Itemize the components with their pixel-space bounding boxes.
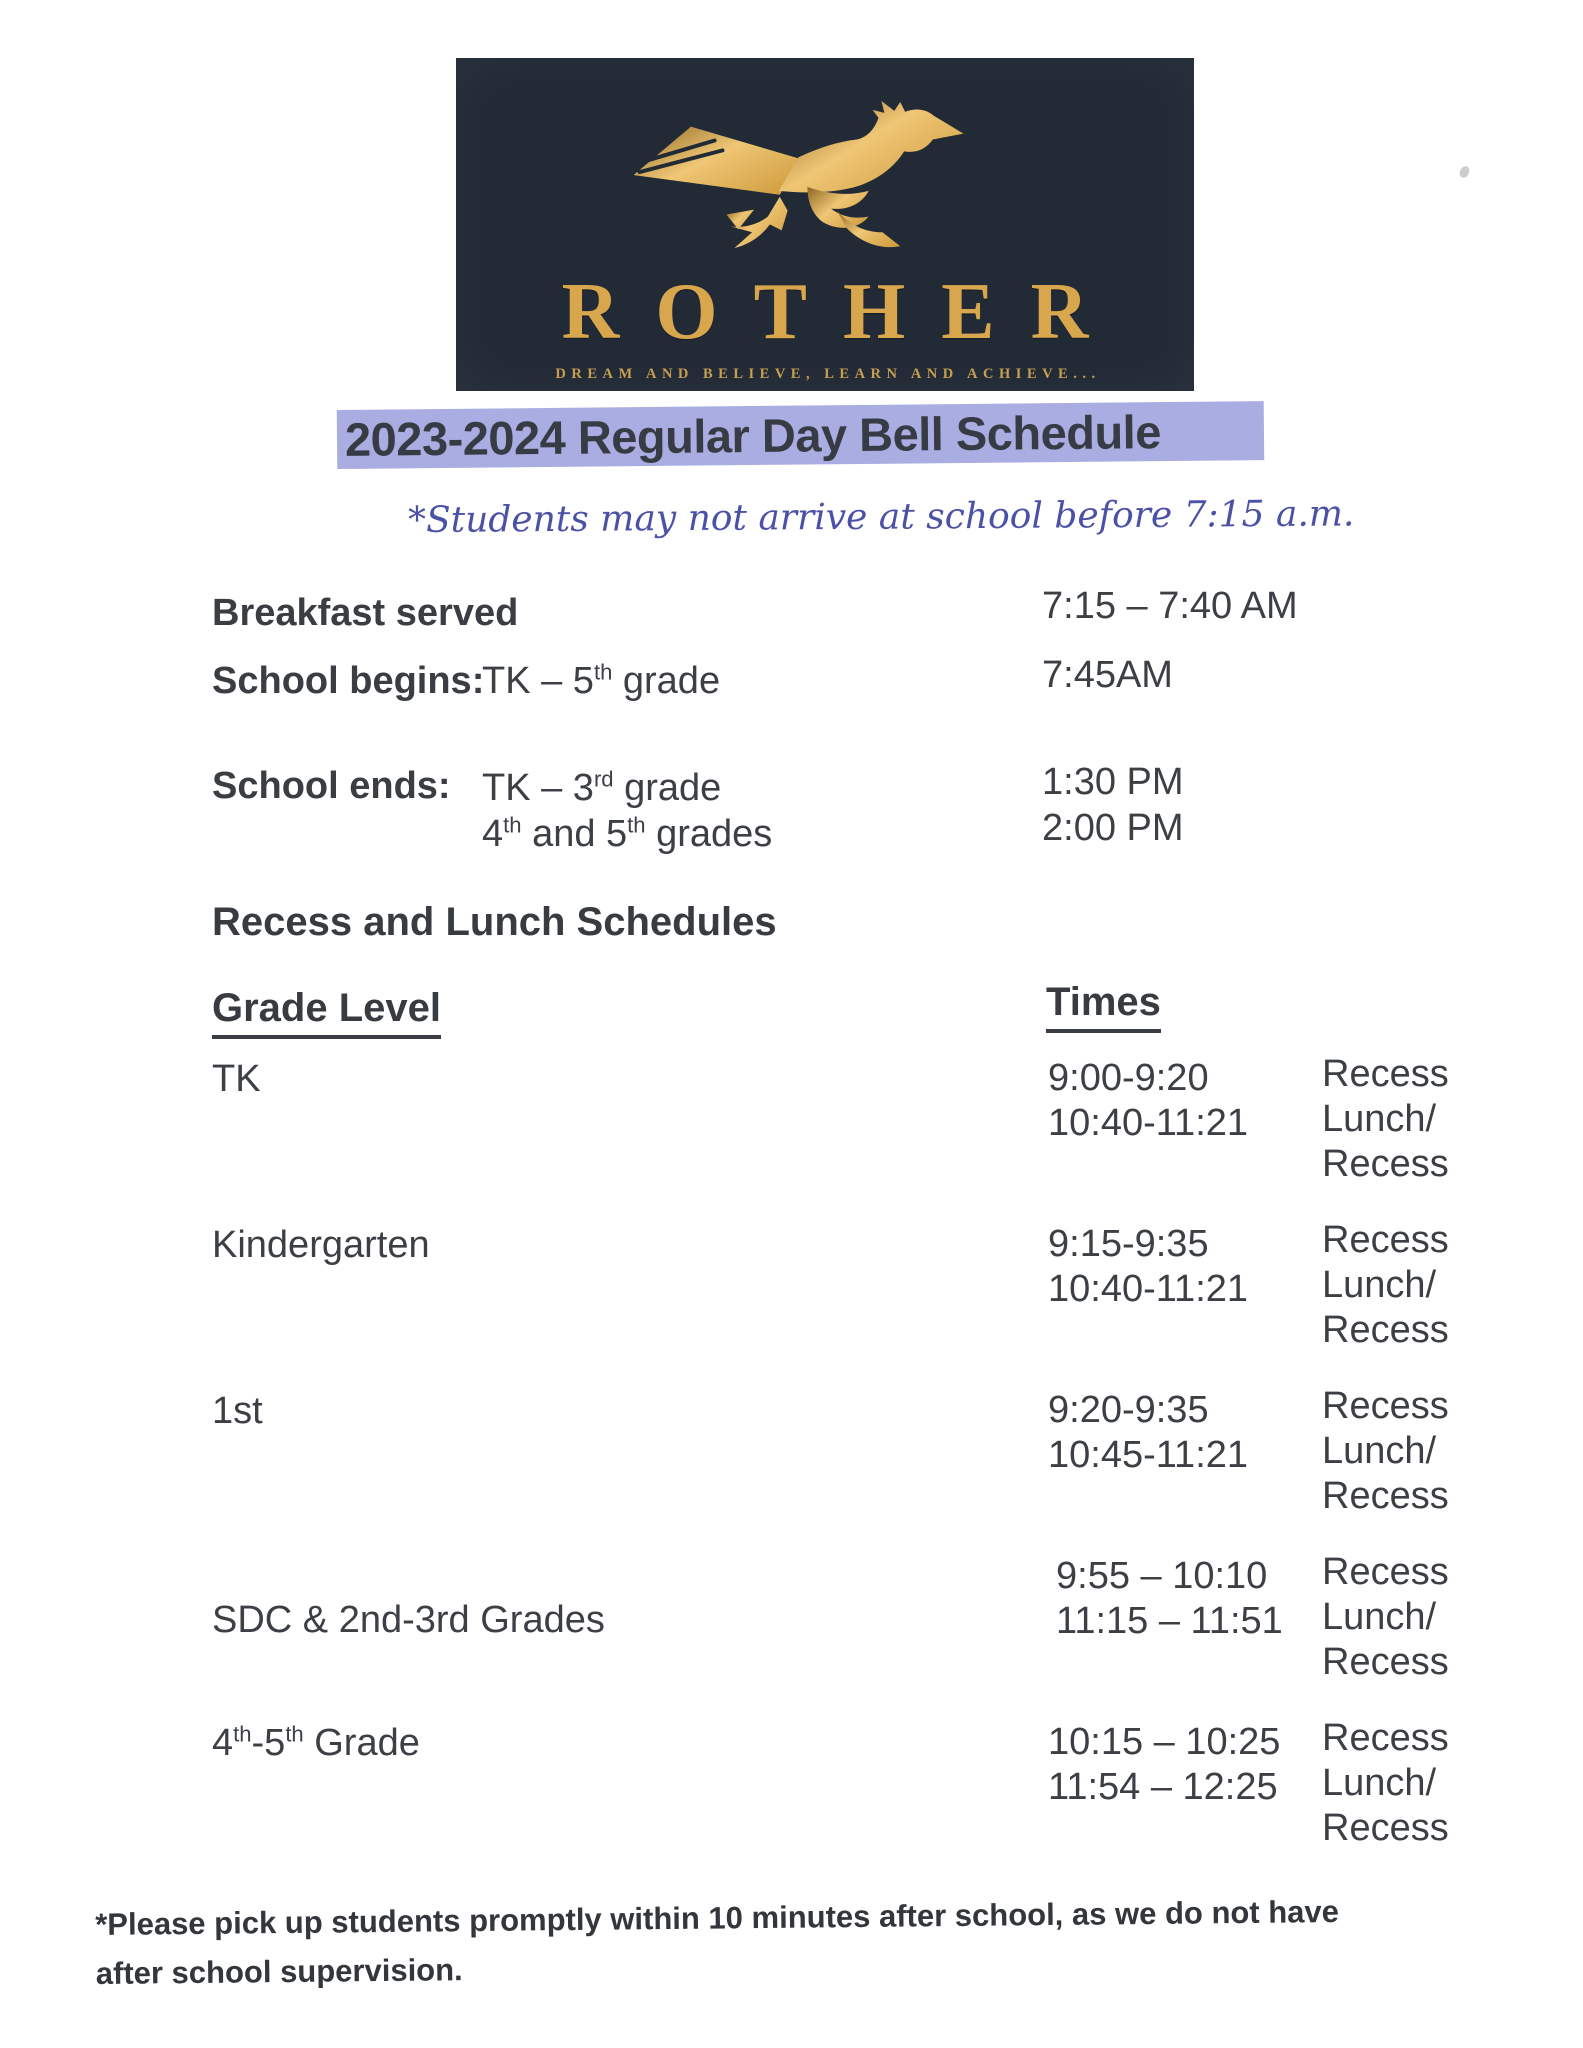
scan-artifact-mark xyxy=(1458,165,1471,180)
time-value: 2:00 PM xyxy=(1042,807,1184,849)
activity-label: Recess xyxy=(1322,1219,1449,1261)
activity-label: Lunch/ xyxy=(1322,1762,1437,1804)
school-ends-line xyxy=(482,765,772,811)
time-value: 9:20-9:35 xyxy=(1048,1389,1209,1431)
table-row-grade: TK xyxy=(212,1058,261,1100)
grade-text: grades xyxy=(645,813,773,855)
recess-lunch-heading: Recess and Lunch Schedules xyxy=(212,900,777,944)
activity-label: Recess xyxy=(1322,1475,1449,1517)
school-ends-label: School ends: xyxy=(212,765,451,807)
activity-label: Recess xyxy=(1322,1551,1449,1593)
breakfast-time: 7:15 – 7:40 AM xyxy=(1042,585,1298,627)
time-value: 9:55 – 10:10 xyxy=(1056,1555,1268,1597)
table-row-grade xyxy=(212,1722,420,1765)
document-title-highlight xyxy=(337,401,1265,469)
table-row-times xyxy=(1048,1056,1248,1146)
grade-text: 4 xyxy=(482,813,504,855)
table-row-times xyxy=(1056,1554,1283,1644)
school-ends-grades xyxy=(482,765,772,857)
time-value: 10:15 – 10:25 xyxy=(1048,1721,1281,1763)
table-row-grade: Kindergarten xyxy=(212,1224,430,1266)
time-value: 9:15-9:35 xyxy=(1048,1223,1209,1265)
grade-level-column-header: Grade Level xyxy=(212,986,441,1039)
activity-label: Recess xyxy=(1322,1717,1449,1759)
grade-text: TK – 5 xyxy=(482,660,594,702)
school-begins-time: 7:45AM xyxy=(1042,654,1173,696)
grade-text: TK – 3 xyxy=(482,767,594,809)
table-row-activities xyxy=(1322,1716,1449,1851)
pickup-note-line: *Please pick up students promptly within 10 minutes after school, as we do not have xyxy=(95,1893,1340,1942)
activity-label: Lunch/ xyxy=(1322,1596,1437,1638)
activity-label: Recess xyxy=(1322,1309,1449,1351)
pickup-note xyxy=(95,1885,1556,1998)
activity-label: Recess xyxy=(1322,1053,1449,1095)
table-row-times xyxy=(1048,1388,1248,1478)
school-ends-line xyxy=(482,811,772,857)
school-begins-grades xyxy=(482,660,720,703)
grade-text: and 5 xyxy=(521,813,628,855)
ordinal-suffix: th xyxy=(627,812,646,838)
grade-text: 4 xyxy=(212,1722,234,1764)
table-row-grade: SDC & 2nd-3rd Grades xyxy=(212,1599,605,1641)
table-row-activities xyxy=(1322,1550,1449,1685)
table-row-times xyxy=(1048,1222,1248,1312)
time-value: 10:45-11:21 xyxy=(1048,1434,1249,1476)
grade-text: -5 xyxy=(251,1722,286,1764)
activity-label: Recess xyxy=(1322,1641,1449,1683)
grade-text: Grade xyxy=(303,1722,420,1764)
time-value: 11:54 – 12:25 xyxy=(1048,1766,1278,1808)
time-value: 10:40-11:21 xyxy=(1048,1268,1249,1310)
school-logo-banner xyxy=(456,58,1194,391)
activity-label: Lunch/ xyxy=(1322,1430,1437,1472)
school-name: ROTHER xyxy=(561,268,1125,356)
grade-text: grade xyxy=(613,767,722,809)
table-row-grade: 1st xyxy=(212,1390,263,1432)
time-value: 1:30 PM xyxy=(1042,761,1184,803)
ordinal-suffix: th xyxy=(233,1721,252,1747)
ordinal-suffix: th xyxy=(593,659,613,685)
table-row-activities xyxy=(1322,1384,1449,1519)
activity-label: Lunch/ xyxy=(1322,1264,1437,1306)
school-ends-times xyxy=(1042,759,1184,851)
activity-label: Lunch/ xyxy=(1322,1098,1437,1140)
activity-label: Recess xyxy=(1322,1385,1449,1427)
pickup-note-line: after school supervision. xyxy=(95,1952,463,1991)
page-title: 2023-2024 Regular Day Bell Schedule xyxy=(344,405,1162,466)
school-tagline: DREAM AND BELIEVE, LEARN AND ACHIEVE... xyxy=(555,366,1101,382)
table-row-times xyxy=(1048,1720,1280,1810)
ordinal-suffix: th xyxy=(285,1721,304,1747)
activity-label: Recess xyxy=(1322,1807,1449,1849)
time-value: 10:40-11:21 xyxy=(1048,1102,1249,1144)
activity-label: Recess xyxy=(1322,1143,1449,1185)
school-begins-label: School begins: xyxy=(212,660,485,702)
ordinal-suffix: th xyxy=(503,812,522,838)
ordinal-suffix: rd xyxy=(593,766,614,792)
grade-text: grade xyxy=(612,660,721,702)
table-row-activities xyxy=(1322,1052,1449,1187)
times-column-header: Times xyxy=(1046,980,1161,1033)
time-value: 11:15 – 11:51 xyxy=(1056,1600,1283,1642)
arrival-note: *Students may not arrive at school before 7:15 a.m. xyxy=(407,493,1355,541)
table-row-activities xyxy=(1322,1218,1449,1353)
breakfast-label: Breakfast served xyxy=(212,592,519,634)
time-value: 9:00-9:20 xyxy=(1048,1057,1209,1099)
roadrunner-icon xyxy=(627,100,972,256)
